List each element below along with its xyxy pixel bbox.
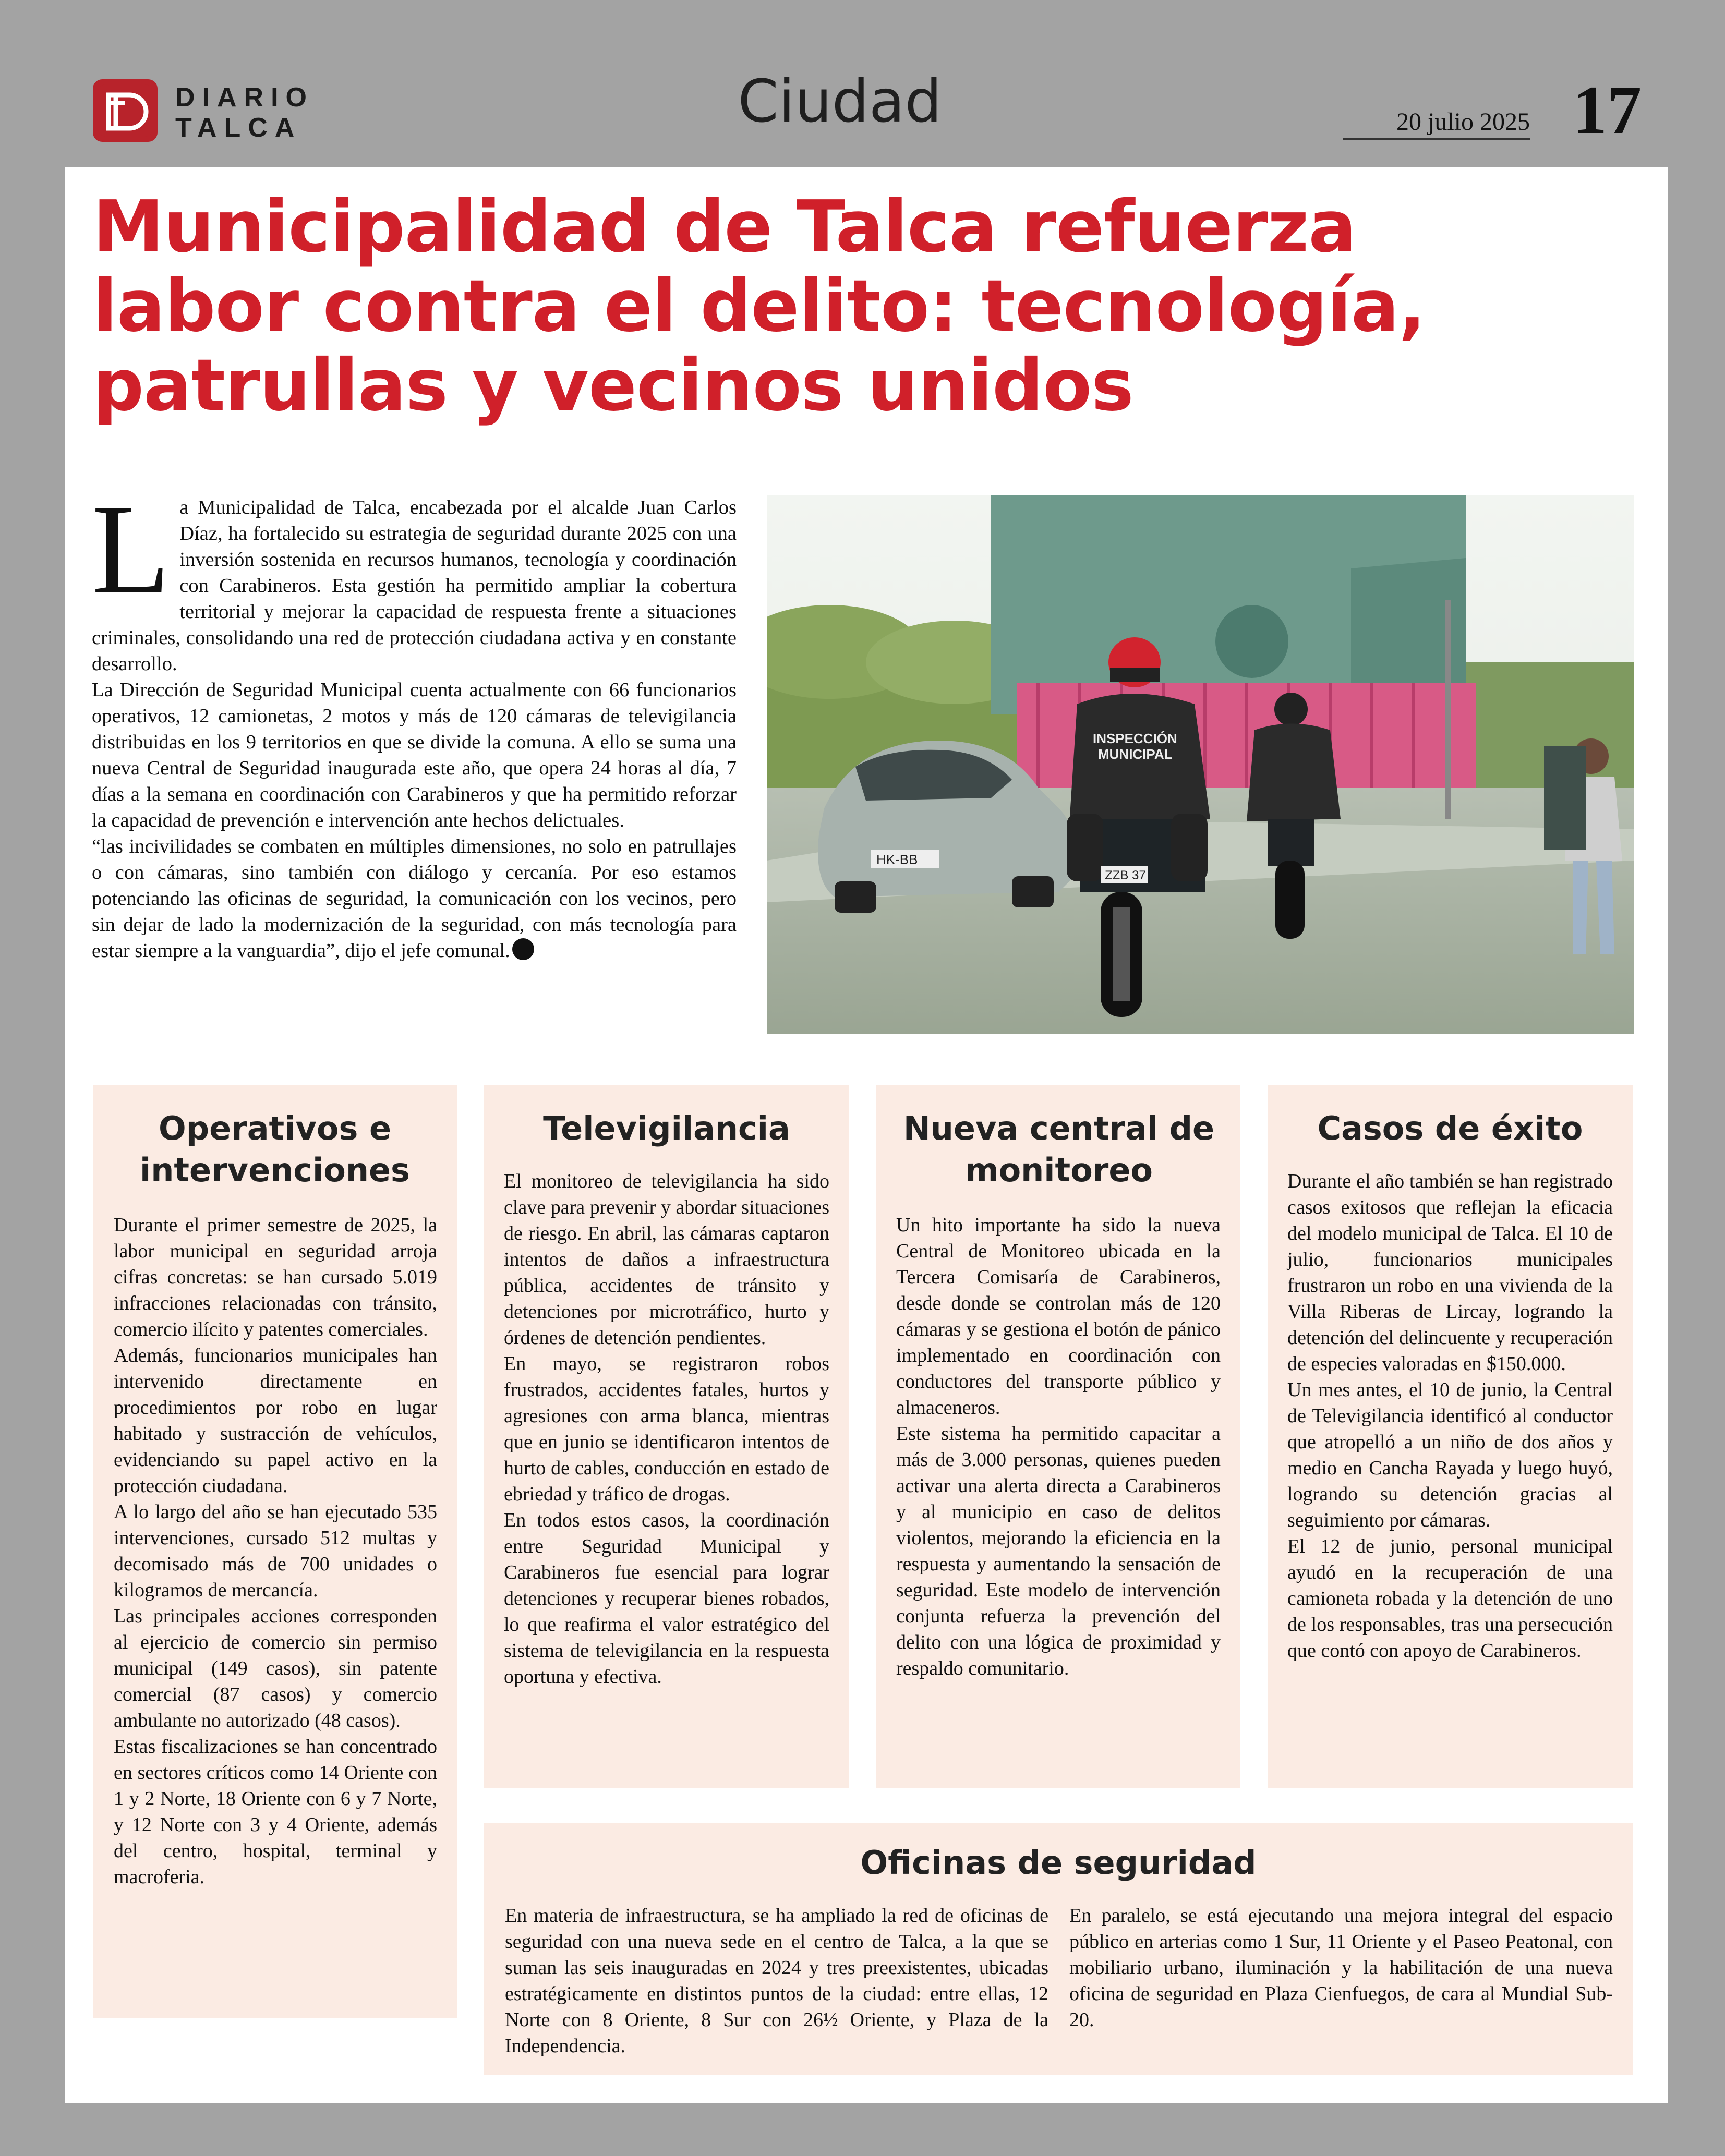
vest-text-1: INSPECCIÓN	[1093, 731, 1177, 746]
sidebar-casos-exito	[1268, 1085, 1633, 1788]
drop-cap: L	[92, 479, 171, 621]
box-title-televigilancia: Televigilancia	[543, 1109, 790, 1147]
exito-paragraph: El 12 de junio, personal municipal ayudó en la recuperación de una camioneta robada y la detención de uno de los responsables, tras una persecución que contó con apoyo de Carabineros.	[1287, 1535, 1613, 1662]
end-mark-icon	[512, 938, 534, 960]
box-title-operativos: Operativos e intervenciones	[140, 1109, 410, 1189]
sidebar-central-monitoreo	[876, 1085, 1240, 1788]
box-title-oficinas: Oficinas de seguridad	[860, 1844, 1257, 1882]
sidebar-televigilancia	[484, 1085, 849, 1788]
box-title-central: Nueva central de monitoreo	[903, 1109, 1215, 1189]
central-paragraph: Un hito importante ha sido la nueva Central de Monitoreo ubicada en la Tercera Comisaría de Carabineros, desde donde se controlan más de 120 cámaras y se gestiona el botón de pánico implementado en coordinación con conductores del transporte público y almaceneros.	[896, 1214, 1221, 1419]
box-title-exito: Casos de éxito	[1317, 1109, 1583, 1147]
logo-line-2: TALCA	[175, 113, 302, 143]
headline-line-1: Municipalidad de Talca refuerza	[93, 186, 1356, 269]
sidebar-oficinas	[484, 1823, 1633, 2075]
operativos-paragraph: Durante el primer semestre de 2025, la labor municipal en seguridad arroja cifras concretas: se han cursado 5.019 infracciones relacionadas con tránsito, comercio ilícito y patentes comerciales.	[114, 1214, 437, 1340]
televigilancia-paragraph: En todos estos casos, la coordinación entre Seguridad Municipal y Carabineros fue esencial para lograr detenciones y recuperar bienes robados, lo que reafirma el valor estratégico del sistema de televigilancia en la respuesta oportuna y efectiva.	[504, 1509, 829, 1688]
headline-line-3: patrullas y vecinos unidos	[93, 344, 1133, 427]
televigilancia-paragraph: El monitoreo de televigilancia ha sido clave para prevenir y abordar situaciones de riesgo. En abril, las cámaras captaron intentos de daños a infraestructura pública, accidentes de tránsito y detenciones por microtráfico, hurto y órdenes de detención pendientes.	[504, 1170, 829, 1349]
operativos-paragraph: Estas fiscalizaciones se han concentrado en sectores críticos como 14 Oriente con 1 y 2 Norte, 18 Oriente con 6 y 7 Norte, y 12 Norte con 3 y 4 Oriente, además del centro, hospital, terminal y macroferia.	[114, 1736, 437, 1888]
central-paragraph: Este sistema ha permitido capacitar a más de 3.000 personas, quienes pueden activar una alerta directa a Carabineros y al municipio en caso de delitos violentos, mejorando la eficiencia en la respuesta y aumentando la sensación de seguridad. Este modelo de intervención conjunta refuerza la prevención del delito con una lógica de proximidad y respaldo comunitario.	[896, 1423, 1221, 1679]
logo-line-1: DIARIO	[175, 82, 314, 113]
televigilancia-paragraph: En mayo, se registraron robos frustrados, accidentes fatales, hurtos y agresiones con arma blanca, mientras que en junio se identificaron intentos de hurto de cables, conducción en estado de ebriedad y tráfico de drogas.	[504, 1353, 829, 1505]
exito-paragraph: Durante el año también se han registrado casos exitosos que reflejan la eficacia del modelo municipal de Talca. El 10 de julio, funcionarios municipales frustraron un robo en una vivienda de la Villa Riberas de Lircay, logrando la detención del delincuente y recuperación de especies valoradas en $150.000.	[1287, 1170, 1613, 1375]
operativos-paragraph: Además, funcionarios municipales han intervenido directamente en procedimientos por robo en lugar habitado y sustracción de vehículos, evidenciando su papel activo en la protección ciudadana.	[114, 1345, 437, 1497]
diario-talca-logo	[93, 79, 312, 144]
operativos-paragraph: A lo largo del año se han ejecutado 535 intervenciones, cursado 512 multas y decomisado más de 700 unidades o kilogramos de mercancía.	[114, 1501, 437, 1601]
exito-paragraph: Un mes antes, el 10 de junio, la Central de Televigilancia identificó al conductor que atropelló a un niño de dos años y medio en Cancha Rayada y luego huyó, logrando su detención gracias al seguimiento por cámaras.	[1287, 1379, 1613, 1531]
box-body-operativos	[114, 1212, 437, 1890]
lead-paragraph-1: a Municipalidad de Talca, encabezada por el alcalde Juan Carlos Díaz, ha fortalecido su estrategia de seguridad durante 2025 con una inversión sostenida en recursos humanos, tecnología y coordinación con Carabineros. Esta gestión ha permitido ampliar la cobertura territorial y mejorar la capacidad de respuesta frente a situaciones criminales, consolidando una red de protección ciudadana activa y en constante desarrollo.	[92, 496, 737, 675]
operativos-paragraph: Las principales acciones corresponden al ejercicio de comercio sin permiso municipal (149 casos), sin patente comercial (87 casos) y comercio ambulante no autorizado (48 casos).	[114, 1605, 437, 1731]
lead-paragraph-2: La Dirección de Seguridad Municipal cuenta actualmente con 66 funcionarios operativos, 12 camionetas, 2 motos y más de 120 cámaras de televigilancia distribuidas en los 9 territorios en que se divide la comuna. A ello se suma una nueva Central de Seguridad inaugurada este año, que opera 24 horas al día, 7 días a la semana en coordinación con Carabineros y que ha permitido reforzar la capacidad de prevención e intervención ante hechos delictuales.	[92, 679, 737, 831]
section-name: Ciudad	[738, 68, 942, 136]
oficinas-paragraph: En materia de infraestructura, se ha ampliado la red de oficinas de seguridad con una nueva sede en el centro de Talca, a la que se suman las seis inauguradas en 2024 y tres preexistentes, ubicadas estratégicamente en distintos puntos de la ciudad: entre ellas, 12 Norte con 8 Oriente, 8 Sur con 26½ Oriente, y Plaza de la Independencia.	[505, 1905, 1048, 2057]
oficinas-paragraph: En paralelo, se está ejecutando una mejora integral del espacio público en arterias como 1 Sur, 11 Oriente y el Paseo Peatonal, con mobiliario urbano, iluminación y la habilitación de una nueva oficina de seguridad en Plaza Cienfuegos, de cara al Mundial Sub-20.	[1069, 1905, 1613, 2031]
lead-paragraph-3: “las incivilidades se combaten en múltiples dimensiones, no solo en patrullajes o con cámaras, sino también con diálogo y cercanía. Por eso estamos potenciando las oficinas de seguridad, la comunicación con los vecinos, pero sin dejar de lado la modernización de la seguridad, con más tecnología para estar siempre a la vanguardia”, dijo el jefe comunal.	[92, 835, 737, 962]
logo-emblem-icon	[93, 79, 158, 142]
article-photo	[767, 495, 1634, 1034]
page-number: 17	[1573, 71, 1642, 148]
headline-line-2: labor contra el delito: tecnología,	[93, 265, 1426, 348]
car-plate: HK-BB	[876, 852, 918, 867]
article-headline	[93, 188, 1606, 426]
moto-plate: ZZB 37	[1105, 868, 1146, 882]
vest-text-2: MUNICIPAL	[1098, 746, 1173, 762]
issue-date: 20 julio 2025	[1343, 107, 1530, 140]
article-lead	[92, 479, 737, 964]
